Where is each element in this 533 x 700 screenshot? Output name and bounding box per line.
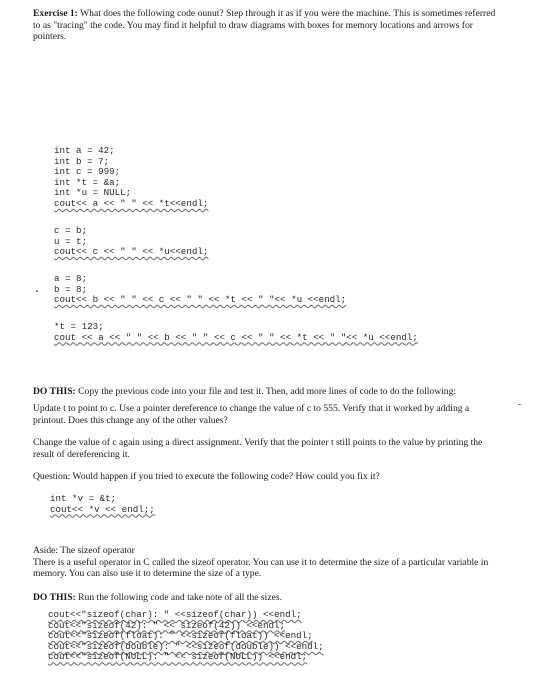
do-this-label: DO THIS: [33,592,76,603]
code-line: cout<<"sizeof(NULL): " << sizeof(NULL)) <<endl; [48,651,308,663]
code-block-assign-pointer [54,226,208,258]
exercise-intro [33,8,503,43]
code-line: u = t; [54,235,88,247]
scan-speck [36,290,38,292]
aside-title: Aside: The sizeof operator [33,545,135,556]
do-this-text: Run the following code and take note of all the sizes. [78,592,282,603]
exercise-label: Exercise 1: [33,8,78,19]
code-block-question [50,494,155,515]
code-block-reassign [54,274,346,306]
code-line: a = 8; [54,273,88,284]
code-line: cout<<"sizeof(char): " <<sizeof(char)) <<endl; [48,609,302,620]
aside-text: There is a useful operator in C called the sizeof operator. You can use it to determine the size of a particular variable in memory. You can also use it to determine the size of a type. [33,556,489,579]
code-line: b = 8; [54,283,88,295]
code-line: int *u = NULL; [54,187,132,199]
code-line: cout<< *v << endl;; [50,503,155,515]
code-line: cout<<"sizeof(42): " << sizeof(42)) <<endl; [48,619,286,631]
exercise-text: What does the following code ounut? Step through it as if you were the machine. This is sometimes referred to as "tracing" the code. You may find it helpful to draw diagrams with boxes for memory locations and arrows for pointers. [33,8,496,42]
code-line: cout<<"sizeof(double): " <<sizeof(double)) <<endl; [48,640,324,652]
question-text: Question: Would happen if you tried to execute the following code? How could you fix it? [33,471,380,482]
code-line: *t = 123; [54,321,104,332]
code-line: int *t = &a; [54,176,121,188]
code-line: cout<< b << " " << c << " " << *t << " "<< *u <<endl; [54,294,347,306]
code-block-sizeof [48,610,324,663]
code-block-declarations [54,146,208,210]
do-this-label: DO THIS: [33,386,76,397]
direct-assignment-task: Change the value of c again using a direct assignment. Verify that the pointer t still points to the value by printing the result of dereferencing it. [33,437,483,460]
code-line: c = b; [54,225,88,236]
do-this-text: Copy the previous code into your file and test it. Then, add more lines of code to do the following: [78,386,457,397]
do-this-test-instructions [33,386,503,398]
code-line: int a = 42; [54,145,115,156]
code-line: int b = 7; [54,155,110,167]
update-pointer-task: Update t to point to c. Use a pointer dereference to change the value of c to 555. Verify that it worked by adding a printout. Does this change any of the other values? [33,403,470,426]
code-line: int c = 999; [54,166,121,178]
do-this-sizes-instructions [33,592,503,604]
code-line: cout << a << " " << b << " " << c << " " << *t << " "<< *u <<endl; [54,331,418,343]
code-line: cout<<"sizeof(float): " <<sizeof(float)) <<endl; [48,630,313,642]
code-line: cout<< c << " " << *u<<endl; [54,246,209,258]
code-block-dereference [54,322,418,343]
code-line: int *v = &t; [50,493,117,504]
scan-speck [518,404,521,405]
aside-sizeof [33,545,503,580]
code-line: cout<< a << " " << *t<<endl; [54,197,209,209]
